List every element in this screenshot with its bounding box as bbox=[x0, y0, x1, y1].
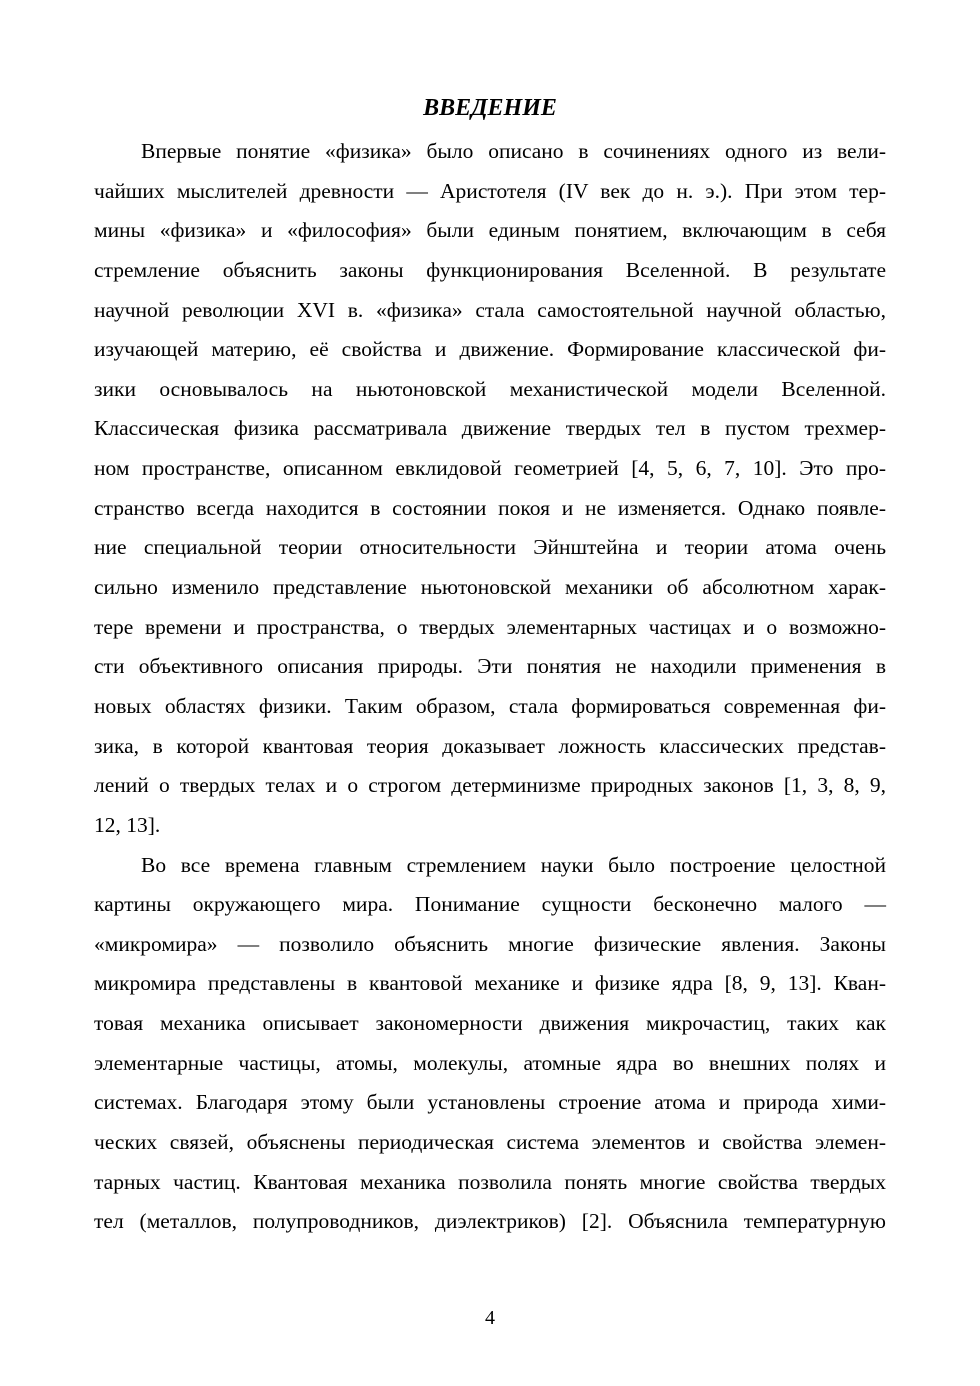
text-line: изучающей материю, её свойства и движение. Формирование классической фи- bbox=[94, 337, 886, 362]
text-line: тере времени и пространства, о твердых элементарных частицах и о возможно- bbox=[94, 614, 886, 639]
text-line: «микромира» — позволило объяснить многие физические явления. Законы bbox=[94, 931, 886, 956]
text-line: зика, в которой квантовая теория доказывает ложность классических представ- bbox=[94, 733, 886, 758]
text-line: мины «физика» и «философия» были единым понятием, включающим в себя bbox=[94, 218, 886, 243]
paragraph-1 bbox=[94, 132, 886, 846]
text-line: чайших мыслителей древности — Аристотеля (IV век до н. э.). При этом тер- bbox=[94, 178, 886, 203]
text-line: картины окружающего мира. Понимание сущности бесконечно малого — bbox=[94, 892, 886, 917]
text-line: товая механика описывает закономерности движения микрочастиц, таких как bbox=[94, 1011, 886, 1036]
page-title: ВВЕДЕНИЕ bbox=[423, 95, 557, 121]
body-text bbox=[94, 132, 886, 1242]
text-line: микромира представлены в квантовой механике и физике ядра [8, 9, 13]. Кван- bbox=[94, 971, 886, 996]
text-line: научной революции XVI в. «физика» стала самостоятельной научной областью, bbox=[94, 297, 886, 322]
text-line: системах. Благодаря этому были установлены строение атома и природа хими- bbox=[94, 1090, 886, 1115]
text-line: ние специальной теории относительности Эйнштейна и теории атома очень bbox=[94, 535, 886, 560]
text-line: тел (металлов, полупроводников, диэлектриков) [2]. Объяснила температурную bbox=[94, 1209, 886, 1234]
text-line: новых областях физики. Таким образом, стала формироваться современная фи- bbox=[94, 693, 886, 718]
text-line: сильно изменило представление ньютоновской механики об абсолютном харак- bbox=[94, 575, 886, 600]
text-line: ческих связей, объяснены периодическая система элементов и свойства элемен- bbox=[94, 1130, 886, 1155]
page-number: 4 bbox=[485, 1307, 495, 1329]
paragraph-2 bbox=[94, 846, 886, 1242]
text-line: тарных частиц. Квантовая механика позволила понять многие свойства твердых bbox=[94, 1169, 886, 1194]
text-line: сти объективного описания природы. Эти понятия не находили применения в bbox=[94, 654, 886, 679]
text-line: ном пространстве, описанном евклидовой геометрией [4, 5, 6, 7, 10]. Это про- bbox=[94, 456, 886, 481]
text-line: элементарные частицы, атомы, молекулы, атомные ядра во внешних полях и bbox=[94, 1050, 886, 1075]
text-line: зики основывалось на ньютоновской механистической модели Вселенной. bbox=[94, 376, 886, 401]
text-line: лений о твердых телах и о строгом детерминизме природных законов [1, 3, 8, 9, bbox=[94, 773, 886, 798]
text-line: 12, 13]. bbox=[94, 812, 161, 837]
text-line: Во все времена главным стремлением науки было построение целостной bbox=[141, 852, 886, 877]
text-line: Классическая физика рассматривала движение твердых тел в пустом трехмер- bbox=[94, 416, 886, 441]
text-line: стремление объяснить законы функционирования Вселенной. В результате bbox=[94, 257, 886, 282]
text-line: странство всегда находится в состоянии покоя и не изменяется. Однако появле- bbox=[94, 495, 886, 520]
text-line: Впервые понятие «физика» было описано в сочинениях одного из вели- bbox=[141, 139, 886, 163]
